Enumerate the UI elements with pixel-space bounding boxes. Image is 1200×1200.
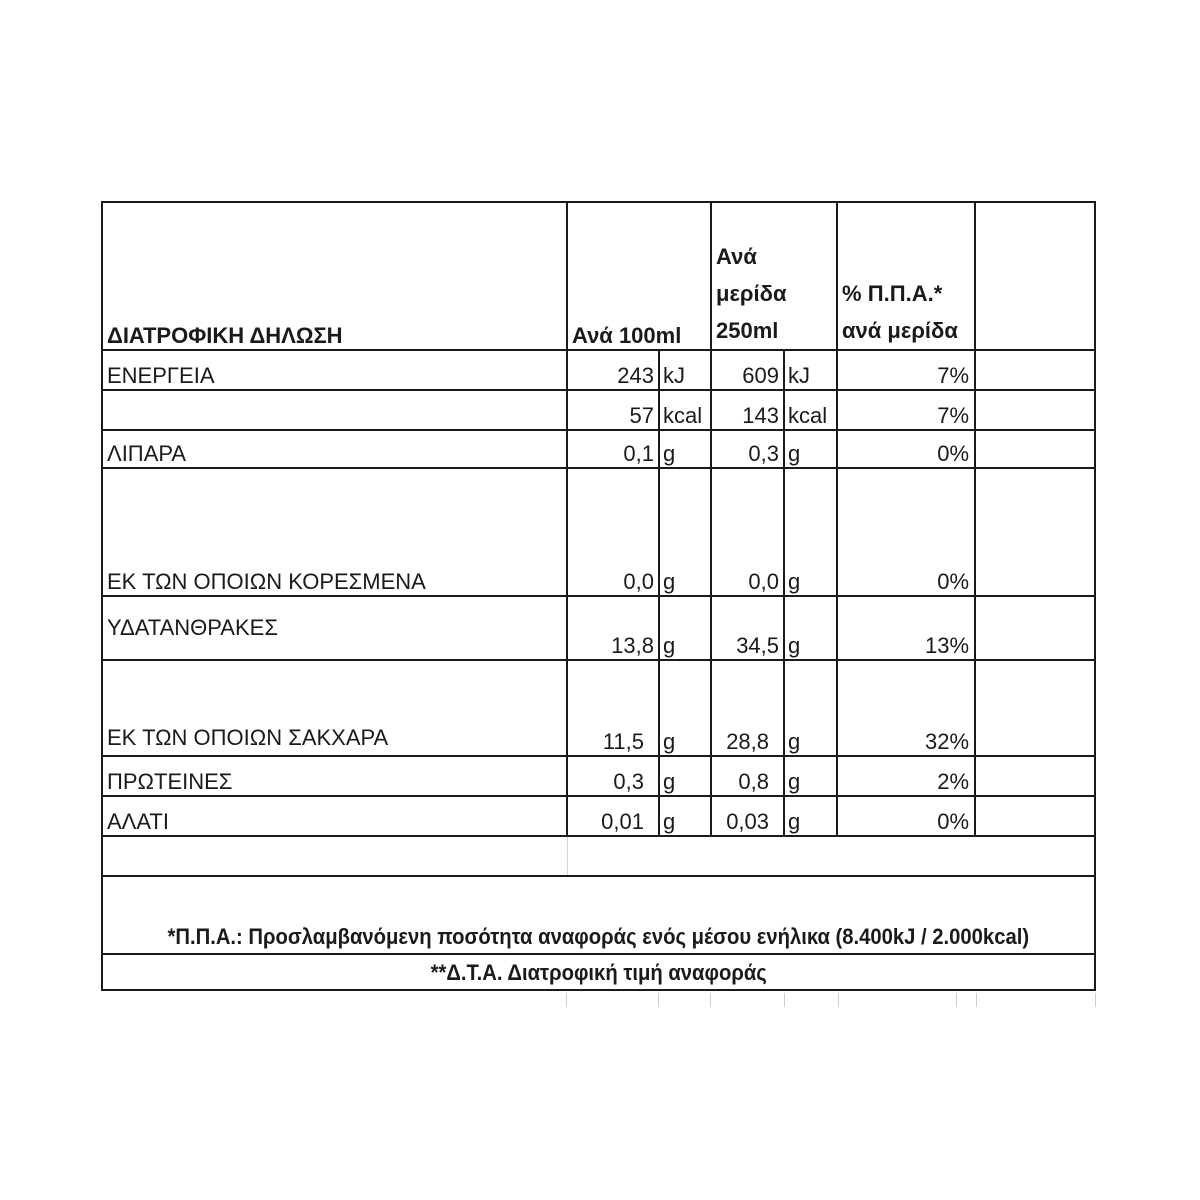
gda-percent: 32% [837, 660, 975, 756]
footnote-reference-value: **Δ.Τ.Α. Διατροφική τιμή αναφοράς [430, 960, 767, 985]
grid-line [976, 993, 977, 1007]
table-row [102, 430, 1095, 468]
unit-per-100ml: g [659, 660, 711, 756]
nutrient-name: ΥΔΑΤΑΝΘΡΑΚΕΣ [102, 596, 567, 660]
grid-line [658, 993, 659, 1007]
unit-per-serving: g [784, 756, 837, 796]
column-header-gda: % Π.Π.Α.* ανά μερίδα [837, 202, 975, 350]
unit-per-serving: kcal [784, 390, 837, 430]
table-row [102, 596, 1095, 660]
value-per-serving: 34,5 [711, 596, 784, 660]
value-per-serving: 0,03 [711, 796, 784, 836]
unit-per-serving: g [784, 596, 837, 660]
empty-cell [975, 756, 1095, 796]
empty-cell [975, 660, 1095, 756]
gda-percent: 0% [837, 430, 975, 468]
grid-line [956, 993, 957, 1007]
grid-line [784, 993, 785, 1007]
value-per-serving: 143 [711, 390, 784, 430]
value-per-100ml: 0,01 [567, 796, 659, 836]
footnote-row [102, 876, 1095, 954]
table-row [102, 756, 1095, 796]
value-per-serving: 0,0 [711, 468, 784, 596]
gda-percent: 0% [837, 468, 975, 596]
nutrient-name: ΠΡΩΤΕΙΝΕΣ [102, 756, 567, 796]
value-per-100ml: 57 [567, 390, 659, 430]
table-row [102, 796, 1095, 836]
empty-cell [975, 350, 1095, 390]
nutrient-name: ΑΛΑΤΙ [102, 796, 567, 836]
nutrient-name: ΕΚ ΤΩΝ ΟΠΟΙΩΝ ΣΑΚΧΑΡΑ [102, 660, 567, 756]
empty-cell [975, 468, 1095, 596]
gda-percent: 0% [837, 796, 975, 836]
empty-cell [975, 596, 1095, 660]
grid-line [838, 993, 839, 1007]
unit-per-serving: kJ [784, 350, 837, 390]
empty-cell [975, 430, 1095, 468]
empty-cell [975, 796, 1095, 836]
gda-percent: 7% [837, 390, 975, 430]
grid-line [710, 993, 711, 1007]
empty-cell [567, 836, 975, 876]
unit-per-serving: g [784, 430, 837, 468]
nutrient-name: ΛΙΠΑΡΑ [102, 430, 567, 468]
unit-per-100ml: g [659, 596, 711, 660]
unit-per-serving: g [784, 468, 837, 596]
nutrient-name: ΕΚ ΤΩΝ ΟΠΟΙΩΝ ΚΟΡΕΣΜΕΝΑ [102, 468, 567, 596]
table-row [102, 468, 1095, 596]
value-per-100ml: 0,1 [567, 430, 659, 468]
header-row [102, 202, 1095, 350]
table-row [102, 350, 1095, 390]
value-per-100ml: 0,3 [567, 756, 659, 796]
unit-per-100ml: g [659, 430, 711, 468]
value-per-serving: 28,8 [711, 660, 784, 756]
value-per-100ml: 13,8 [567, 596, 659, 660]
blank-row [102, 836, 1095, 876]
unit-per-serving: g [784, 660, 837, 756]
unit-per-100ml: kJ [659, 350, 711, 390]
footnote-gda: *Π.Π.Α.: Προσλαμβανόμενη ποσότητα αναφοράς ενός μέσου ενήλικα (8.400kJ / 2.000kcal) [167, 924, 1030, 949]
empty-cell [102, 836, 567, 876]
table-title: ΔΙΑΤΡΟΦΙΚΗ ΔΗΛΩΣΗ [102, 202, 567, 350]
column-header-per-100ml: Ανά 100ml [567, 202, 711, 350]
gda-percent: 2% [837, 756, 975, 796]
nutrition-declaration-sheet [101, 201, 1096, 991]
empty-cell [975, 390, 1095, 430]
value-per-serving: 609 [711, 350, 784, 390]
nutrition-table [101, 201, 1096, 991]
empty-cell [975, 836, 1095, 876]
value-per-100ml: 0,0 [567, 468, 659, 596]
unit-per-serving: g [784, 796, 837, 836]
column-header-per-serving: Ανά μερίδα 250ml [711, 202, 837, 350]
nutrient-name: ΕΝΕΡΓΕΙΑ [102, 350, 567, 390]
grid-line [1095, 993, 1096, 1007]
value-per-100ml: 11,5 [567, 660, 659, 756]
unit-per-100ml: g [659, 796, 711, 836]
nutrient-name [102, 390, 567, 430]
value-per-100ml: 243 [567, 350, 659, 390]
footnote-row [102, 954, 1095, 990]
gda-percent: 13% [837, 596, 975, 660]
gda-percent: 7% [837, 350, 975, 390]
unit-per-100ml: kcal [659, 390, 711, 430]
value-per-serving: 0,8 [711, 756, 784, 796]
unit-per-100ml: g [659, 756, 711, 796]
column-header-extra [975, 202, 1095, 350]
table-row [102, 660, 1095, 756]
value-per-serving: 0,3 [711, 430, 784, 468]
table-row [102, 390, 1095, 430]
unit-per-100ml: g [659, 468, 711, 596]
grid-line [566, 993, 567, 1007]
